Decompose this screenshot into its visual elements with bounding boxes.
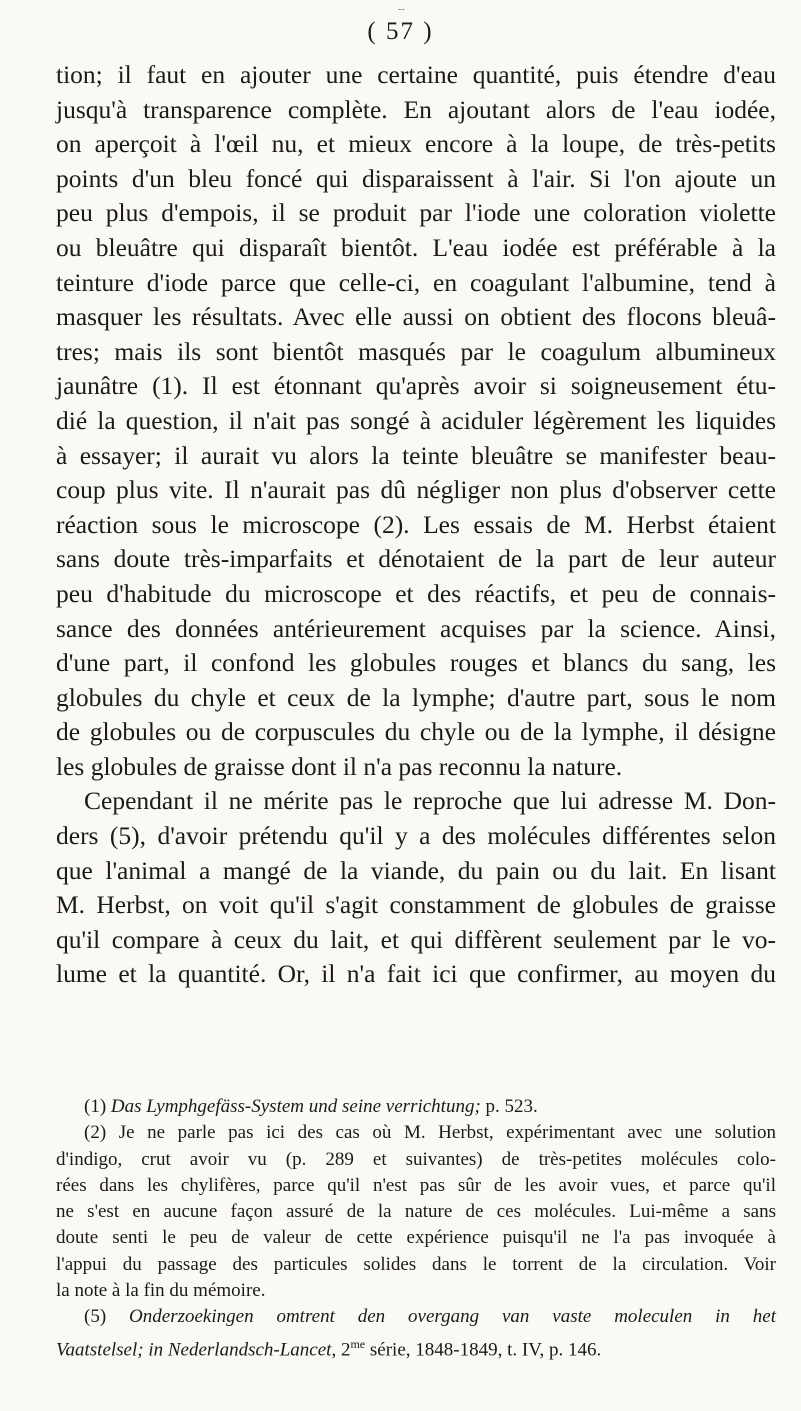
text-line: réaction sous le microscope (2). Les essais de M. Herbst étaient [56,509,776,539]
footnote-text: p. 523. [485,1096,538,1117]
text-line: globules du chyle et ceux de la lymphe; d'autre part, sous le nom [56,682,776,712]
text-line: les globules de graisse dont il n'a pas reconnu la nature. [56,751,623,781]
text-line: qu'il compare à ceux du lait, et qui diffèrent seulement par le vo- [56,924,776,954]
footnote-1 [56,1094,776,1120]
footnote-3-line [56,1304,776,1330]
footnote-2-line: la note à la fin du mémoire. [56,1280,266,1302]
stray-ink-mark: ‐‑ [398,4,405,15]
text-line: lume et la quantité. Or, il n'a fait ici que confirmer, au moyen du [56,959,776,989]
text-line: coup plus vite. Il n'aurait pas dû négliger non plus d'observer cette [56,475,776,505]
text-line: peu d'habitude du microscope et des réactifs, et peu de connais- [56,578,776,608]
footnote-2-line: (2) Je ne parle pas ici des cas où M. Herbst, expérimentant avec une solution [84,1122,776,1144]
footnotes [56,1094,776,1363]
footnote-text: série, 1848-1849, t. IV, p. 146. [369,1339,602,1360]
text-line: ou bleuâtre qui disparaît bientôt. L'eau iodée est préférable à la [56,232,776,262]
text-line: sans doute très-imparfaits et dénotaient de la part de leur auteur [56,544,776,574]
text-line: peu plus d'empois, il se produit par l'iode une coloration violette [56,198,776,228]
footnote-2-line: rées dans les chylifères, parce qu'il n'est pas sûr de les avoir vues, et parce qu'il [56,1174,776,1196]
text-line: teinture d'iode parce que celle-ci, en coagulant l'albumine, tend à [56,267,776,297]
footnote-series: 2 [340,1339,351,1360]
text-line: tres; mais ils sont bientôt masqués par le coagulum albumineux [56,336,776,366]
footnote-title: Vaatstelsel; in Nederlandsch-Lancet, [56,1339,337,1360]
text-line: d'une part, il confond les globules rouges et blancs du sang, les [56,648,776,678]
text-line: M. Herbst, on voit qu'il s'agit constamment de globules de graisse [56,890,776,920]
footnote-2-line: l'appui du passage des particules solides dans le torrent de la circulation. Voir [56,1253,776,1275]
text-line: dié la question, il n'ait pas songé à aciduler légèrement les liquides [56,405,776,435]
footnote-2-line: doute senti le peu de valeur de cette expérience puisqu'il ne l'a pas invoquée à [56,1227,776,1249]
footnote-marker: (5) [84,1306,107,1328]
footnote-2-line: ne s'est en aucune façon assuré de la nature de ces molécules. Lui-même a sans [56,1201,776,1223]
text-line: on aperçoit à l'œil nu, et mieux encore à la loupe, de très-petits [56,129,776,159]
footnote-2-line: d'indigo, crut avoir vu (p. 289 et suivantes) de très-petites molécules colo- [56,1148,776,1170]
main-text [56,58,776,992]
text-line: tion; il faut en ajouter une certaine quantité, puis étendre d'eau [56,60,776,89]
footnote-title: Das Lymphgefäss-System und seine verrichtung; [110,1096,481,1117]
text-line: sance des données antérieurement acquises par la science. Ainsi, [56,613,776,643]
text-line: ders (5), d'avoir prétendu qu'il y a des molécules différentes selon [56,821,776,851]
text-line: que l'animal a mangé de la viande, du pain ou du lait. En lisant [56,855,776,885]
footnote-title: Onderzoekingen omtrent den overgang van vaste moleculen in het [129,1306,777,1328]
footnote-series-sup: me [350,1336,366,1351]
footnote-3-line [56,1331,776,1364]
text-line: masquer les résultats. Avec elle aussi on obtient des flocons bleuâ- [56,302,776,332]
text-line: points d'un bleu foncé qui disparaissent à l'air. Si l'on ajoute un [56,163,776,193]
page-number: ( 57 ) [367,18,434,45]
text-line: jusqu'à transparence complète. En ajoutant alors de l'eau iodée, [56,94,776,124]
text-line: Cependant il ne mérite pas le reproche que lui adresse M. Don- [84,786,776,816]
text-line: à essayer; il aurait vu alors la teinte bleuâtre se manifester beau- [56,440,776,470]
text-line: jaunâtre (1). Il est étonnant qu'après avoir si soigneusement étu- [56,371,776,401]
footnote-marker: (1) [84,1096,107,1117]
text-line: de globules ou de corpuscules du chyle ou de la lymphe, il désigne [56,717,776,747]
